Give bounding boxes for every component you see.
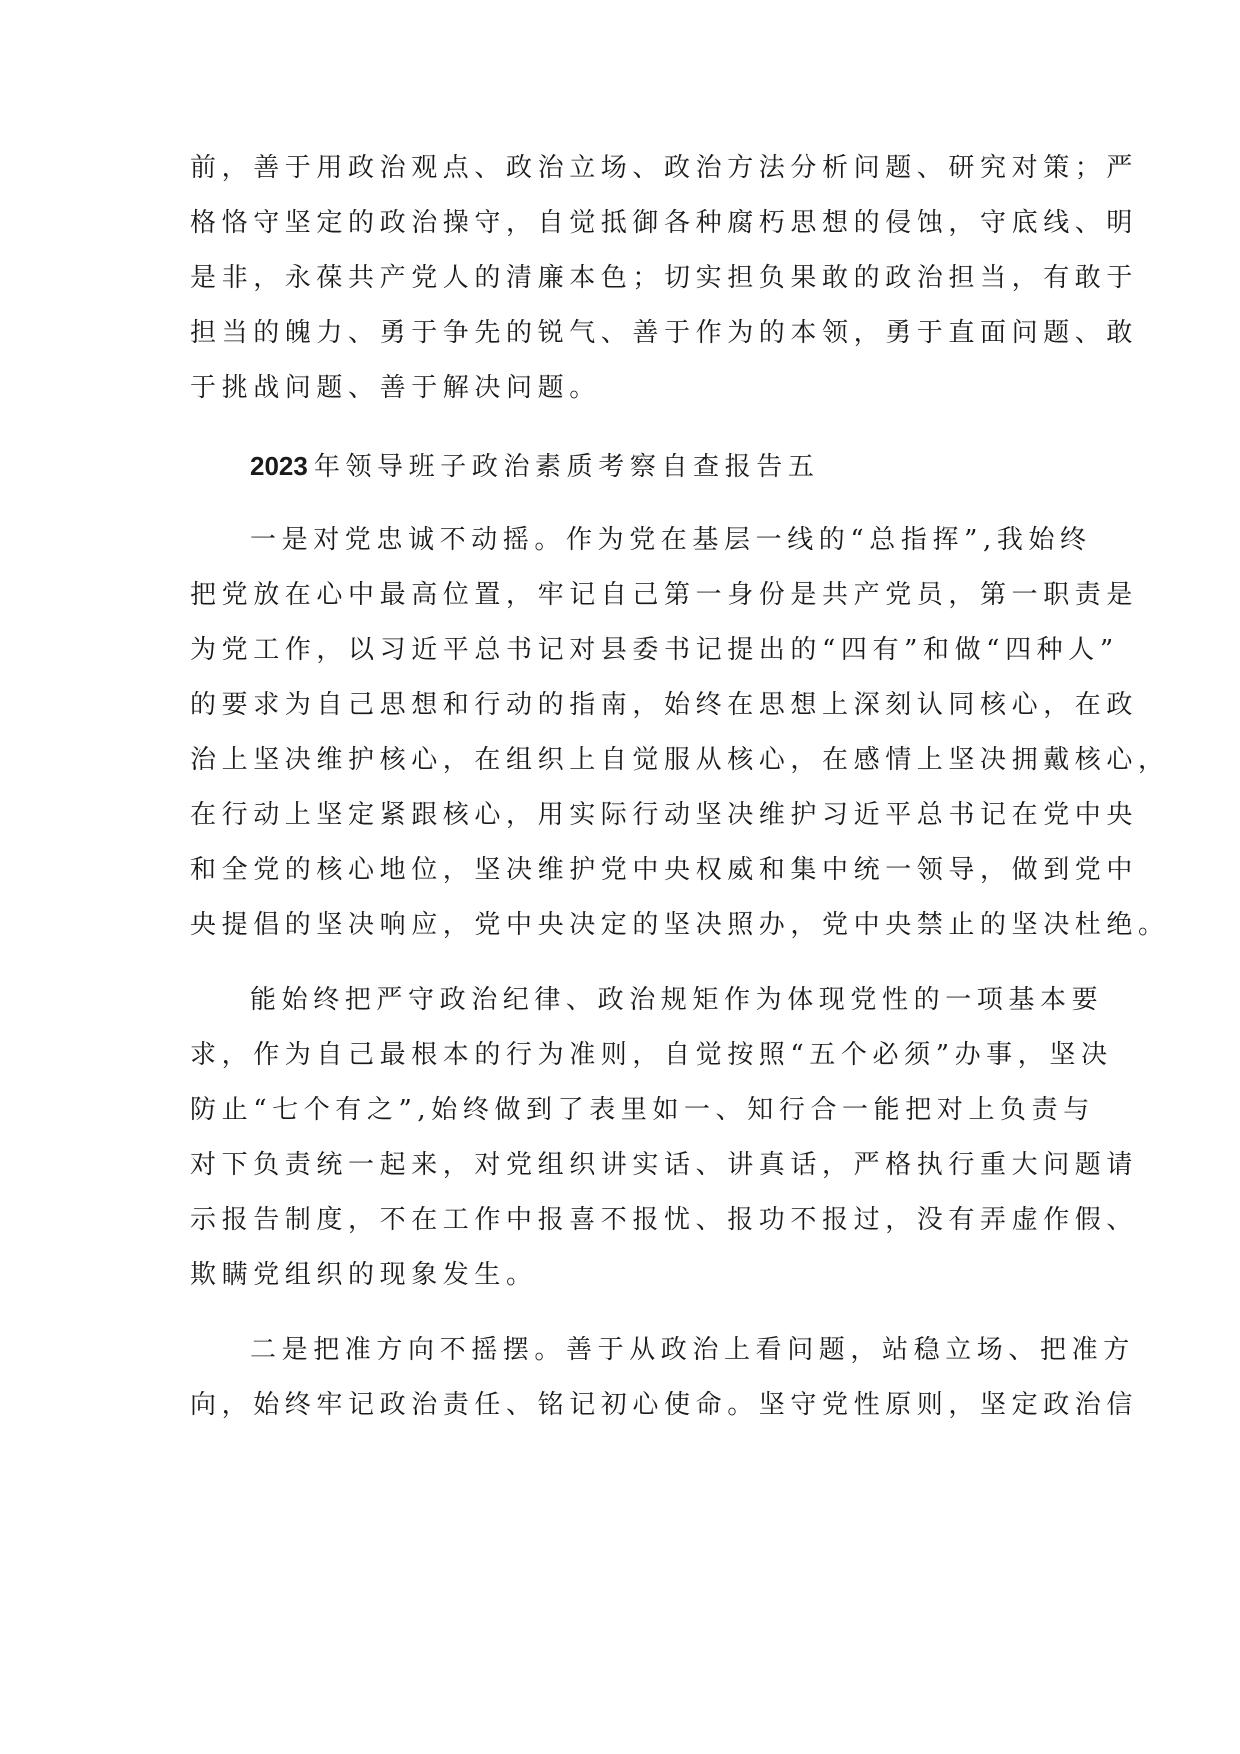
text-line: 于挑战问题、善于解决问题。: [190, 373, 601, 403]
text-line: 求，作为自己最根本的行为准则，自觉按照“五个必须”办事，坚决: [190, 1040, 1113, 1070]
text-line: 二是把准方向不摇摆。善于从政治上看问题，站稳立场、把准方: [250, 1335, 1135, 1365]
text-line: 央提倡的坚决响应，党中央决定的坚决照办，党中央禁止的坚决杜绝。: [190, 910, 1170, 940]
text-line: 在行动上坚定紧跟核心，用实际行动坚决维护习近平总书记在党中央: [190, 800, 1139, 830]
text-line: 一是对党忠诚不动摇。作为党在基层一线的“总指挥”,我始终: [250, 525, 1092, 555]
text-line: 为党工作，以习近平总书记对县委书记提出的“四有”和做“四种人”: [190, 635, 1119, 665]
text-line: 担当的魄力、勇于争先的锐气、善于作为的本领，勇于直面问题、敢: [190, 318, 1139, 348]
text-line: 欺瞒党组织的现象发生。: [190, 1260, 538, 1290]
text-line: 和全党的核心地位，坚决维护党中央权威和集中统一领导，做到党中: [190, 855, 1139, 885]
text-line: 前，善于用政治观点、政治立场、政治方法分析问题、研究对策；严: [190, 153, 1139, 183]
text-line: 格恪守坚定的政治操守，自觉抵御各种腐朽思想的侵蚀，守底线、明: [190, 208, 1139, 238]
text-line: 能始终把严守政治纪律、政治规矩作为体现党性的一项基本要: [250, 985, 1104, 1015]
heading-year: 2023: [250, 451, 308, 481]
text-line: 是非，永葆共产党人的清廉本色；切实担负果敢的政治担当，有敢于: [190, 263, 1139, 293]
heading-text: 年领导班子政治素质考察自查报告五: [313, 452, 820, 482]
text-line: 对下负责统一起来，对党组织讲实话、讲真话，严格执行重大问题请: [190, 1150, 1139, 1180]
text-line: 防止“七个有之”,始终做到了表里如一、知行合一能把对上负责与: [190, 1095, 1095, 1125]
text-line: 示报告制度，不在工作中报喜不报忧、报功不报过，没有弄虚作假、: [190, 1205, 1139, 1235]
text-line: 的要求为自己思想和行动的指南，始终在思想上深刻认同核心，在政: [190, 690, 1139, 720]
section-heading: [250, 446, 819, 486]
text-line: 向，始终牢记政治责任、铭记初心使命。坚守党性原则，坚定政治信: [190, 1390, 1139, 1420]
text-line: 把党放在心中最高位置，牢记自己第一身份是共产党员，第一职责是: [190, 580, 1139, 610]
text-line: 治上坚决维护核心，在组织上自觉服从核心，在感情上坚决拥戴核心，: [190, 745, 1170, 775]
